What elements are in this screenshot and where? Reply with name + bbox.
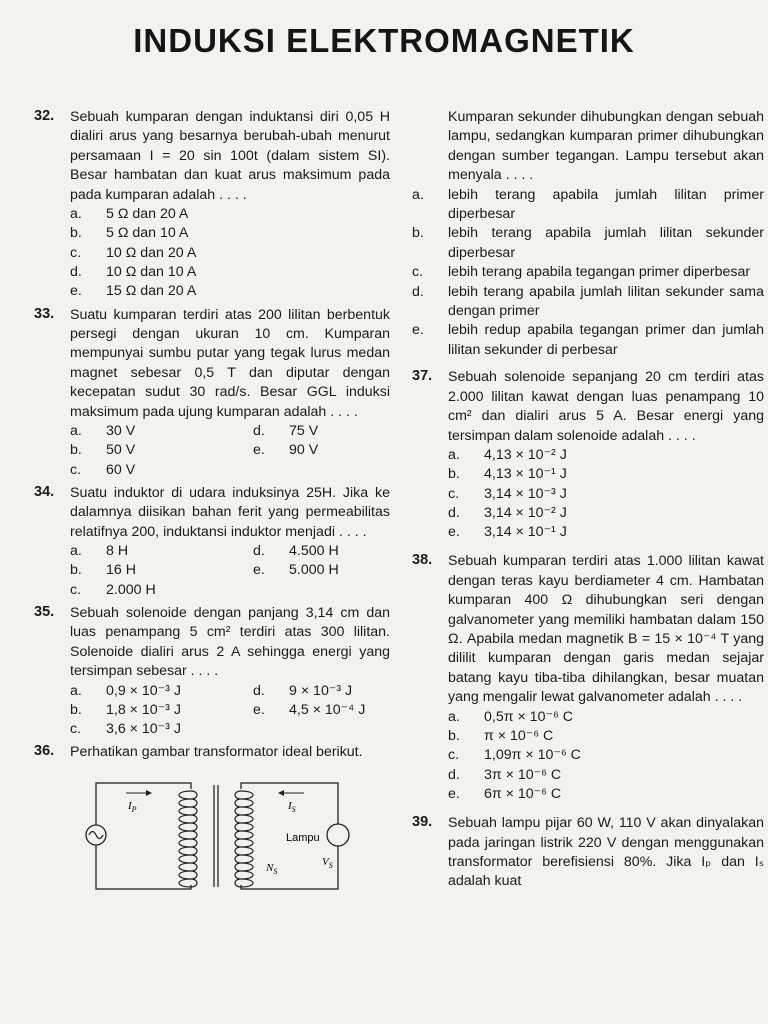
primary-coil-icon	[174, 789, 208, 887]
option: c. 3,6 × 10⁻³ J	[70, 721, 181, 738]
lamp-icon	[327, 824, 349, 846]
question-text: Perhatikan gambar transformator ideal berikut.	[70, 744, 363, 761]
question-text: Suatu induktor di udara induksinya 25H. Jika ke dalamnya diisikan bahan ferit yang permeabilitas relatifnya 200, induktansi induktor menjadi . . . .	[70, 484, 390, 540]
question-number: 34.	[34, 483, 55, 500]
option: c. 60 V	[70, 461, 136, 478]
question-33	[34, 306, 390, 480]
option: e. 6π × 10⁻⁶ C	[448, 785, 562, 802]
question-number: 39.	[412, 814, 433, 831]
option: b. 5 Ω dan 10 A	[70, 225, 189, 242]
option: a. 0,9 × 10⁻³ J	[70, 682, 181, 699]
option: e. lebih redup apabila tegangan primer dan jumlah lilitan sekunder di perbesar	[412, 322, 764, 358]
option: c. 10 Ω dan 20 A	[70, 244, 197, 261]
question-35	[34, 604, 390, 740]
option-list	[70, 682, 390, 740]
option: b. 50 V	[70, 442, 136, 459]
option: e. 3,14 × 10⁻¹ J	[448, 524, 567, 541]
question-number: 37.	[412, 368, 433, 385]
option: c. 3,14 × 10⁻³ J	[448, 485, 567, 502]
option: d. 10 Ω dan 10 A	[70, 263, 197, 280]
option: b. lebih terang apabila jumlah lilitan sekunder diperbesar	[412, 225, 764, 261]
option-list	[412, 186, 764, 361]
option: e. 5.000 H	[253, 562, 339, 579]
label-ip: $I_P$	[128, 799, 137, 814]
question-number: 36.	[34, 743, 55, 760]
option: a. lebih terang apabila jumlah lilitan primer diperbesar	[412, 186, 764, 223]
option: d. 75 V	[253, 422, 319, 439]
option: c. lebih terang apabila tegangan primer diperbesar	[412, 264, 751, 281]
option-list	[70, 205, 390, 301]
option: d. lebih terang apabila jumlah lilitan sekunder sama dengan primer	[412, 283, 764, 320]
question-text: Sebuah kumparan terdiri atas 1.000 lilitan kawat dengan teras kayu berdiameter 4 cm. Hambatan kumparan 400 Ω dihubungkan seri dengan galvanometer yang memiliki hambatan dalam 150 Ω. Apabila medan magnetik B = 15 × 10⁻⁴ T yang dililit kumparan dengan garis medan sejajar batang kayu tiba-tiba dihilangkan, besar muatan yang mengalir lewat galvanometer adalah . . . .	[448, 553, 764, 706]
option: b. 1,8 × 10⁻³ J	[70, 701, 181, 718]
question-38	[412, 552, 764, 804]
question-number: 38.	[412, 552, 433, 569]
option: d. 4.500 H	[253, 543, 339, 560]
option: d. 9 × 10⁻³ J	[253, 682, 353, 699]
question-text: Sebuah lampu pijar 60 W, 110 V akan dinyalakan pada jaringan listrik 220 V dengan menggunakan transformator berefisiensi 80%. Jika Iₚ dan Iₛ adalah kuat	[448, 815, 764, 890]
question-39	[412, 814, 764, 892]
left-column	[34, 108, 390, 900]
option: e. 15 Ω dan 20 A	[70, 283, 197, 300]
option: a. 8 H	[70, 543, 129, 560]
question-37	[412, 368, 764, 542]
option: e. 4,5 × 10⁻⁴ J	[253, 701, 366, 718]
question-34	[34, 484, 390, 600]
option: b. π × 10⁻⁶ C	[448, 727, 554, 744]
label-is: $I_S$	[288, 799, 296, 814]
option: b. 16 H	[70, 562, 136, 579]
option-list	[448, 708, 764, 804]
question-number: 33.	[34, 305, 55, 322]
transformer-diagram	[56, 775, 356, 895]
question-number: 32.	[34, 108, 55, 124]
right-column	[412, 108, 764, 896]
question-text: Suatu kumparan terdiri atas 200 lilitan berbentuk persegi dengan ukuran 10 cm. Kumparan mempunyai sumbu putar yang tegak lurus medan magnet sebesar 0,5 T dan diputar dengan kecepatan sudut 30 rad/s. Besar GGL induksi maksimum pada ujung kumparan adalah . . . .	[70, 306, 390, 420]
option: d. 3π × 10⁻⁶ C	[448, 766, 562, 783]
secondary-coil-icon	[224, 789, 258, 887]
option: a. 30 V	[70, 422, 136, 439]
option-list	[448, 446, 764, 542]
option-list	[70, 422, 390, 480]
question-text: Sebuah solenoide sepanjang 20 cm terdiri atas 2.000 lilitan kawat dengan luas penampang 10 cm² dan dialiri arus 5 A. Besar energi yang tersimpan dalam solenoide adalah . . . .	[448, 369, 764, 444]
transformer-figure	[56, 775, 390, 900]
option: a. 4,13 × 10⁻² J	[448, 446, 567, 463]
question-number: 35.	[34, 603, 55, 620]
option: d. 3,14 × 10⁻² J	[448, 504, 567, 521]
label-vs: $V_S$	[322, 855, 333, 870]
option: c. 1,09π × 10⁻⁶ C	[448, 747, 581, 764]
question-36	[34, 743, 390, 762]
question-text: Sebuah kumparan dengan induktansi diri 0,05 H dialiri arus yang besarnya berubah-ubah menurut persamaan I = 20 sin 100t (dalam sistem SI). Besar hambatan dan kuat arus maksimum pada pada kumparan adalah . . . .	[70, 109, 390, 203]
option: e. 90 V	[253, 442, 319, 459]
option: b. 4,13 × 10⁻¹ J	[448, 466, 567, 483]
option: a. 5 Ω dan 20 A	[70, 206, 189, 223]
option-list	[70, 542, 390, 600]
label-lampu: Lampu	[286, 831, 320, 844]
question-text: Sebuah solenoide dengan panjang 3,14 cm dan luas penampang 5 cm² terdiri atas 300 lilitan. Solenoide dialiri arus 2 A sehingga energi yang tersimpan sebesar . . . .	[70, 604, 390, 680]
page-title: INDUKSI ELEKTROMAGNETIK	[133, 22, 635, 59]
question-36-continuation: Kumparan sekunder dihubungkan dengan sebuah lampu, sedangkan kumparan primer dihubungkan dengan sumber tegangan. Lampu tersebut akan menyala . . . .	[448, 109, 764, 184]
question-32	[34, 108, 390, 302]
option: a. 0,5π × 10⁻⁶ C	[448, 708, 573, 725]
label-ns: $N_S$	[266, 861, 278, 876]
option: c. 2.000 H	[70, 581, 156, 598]
